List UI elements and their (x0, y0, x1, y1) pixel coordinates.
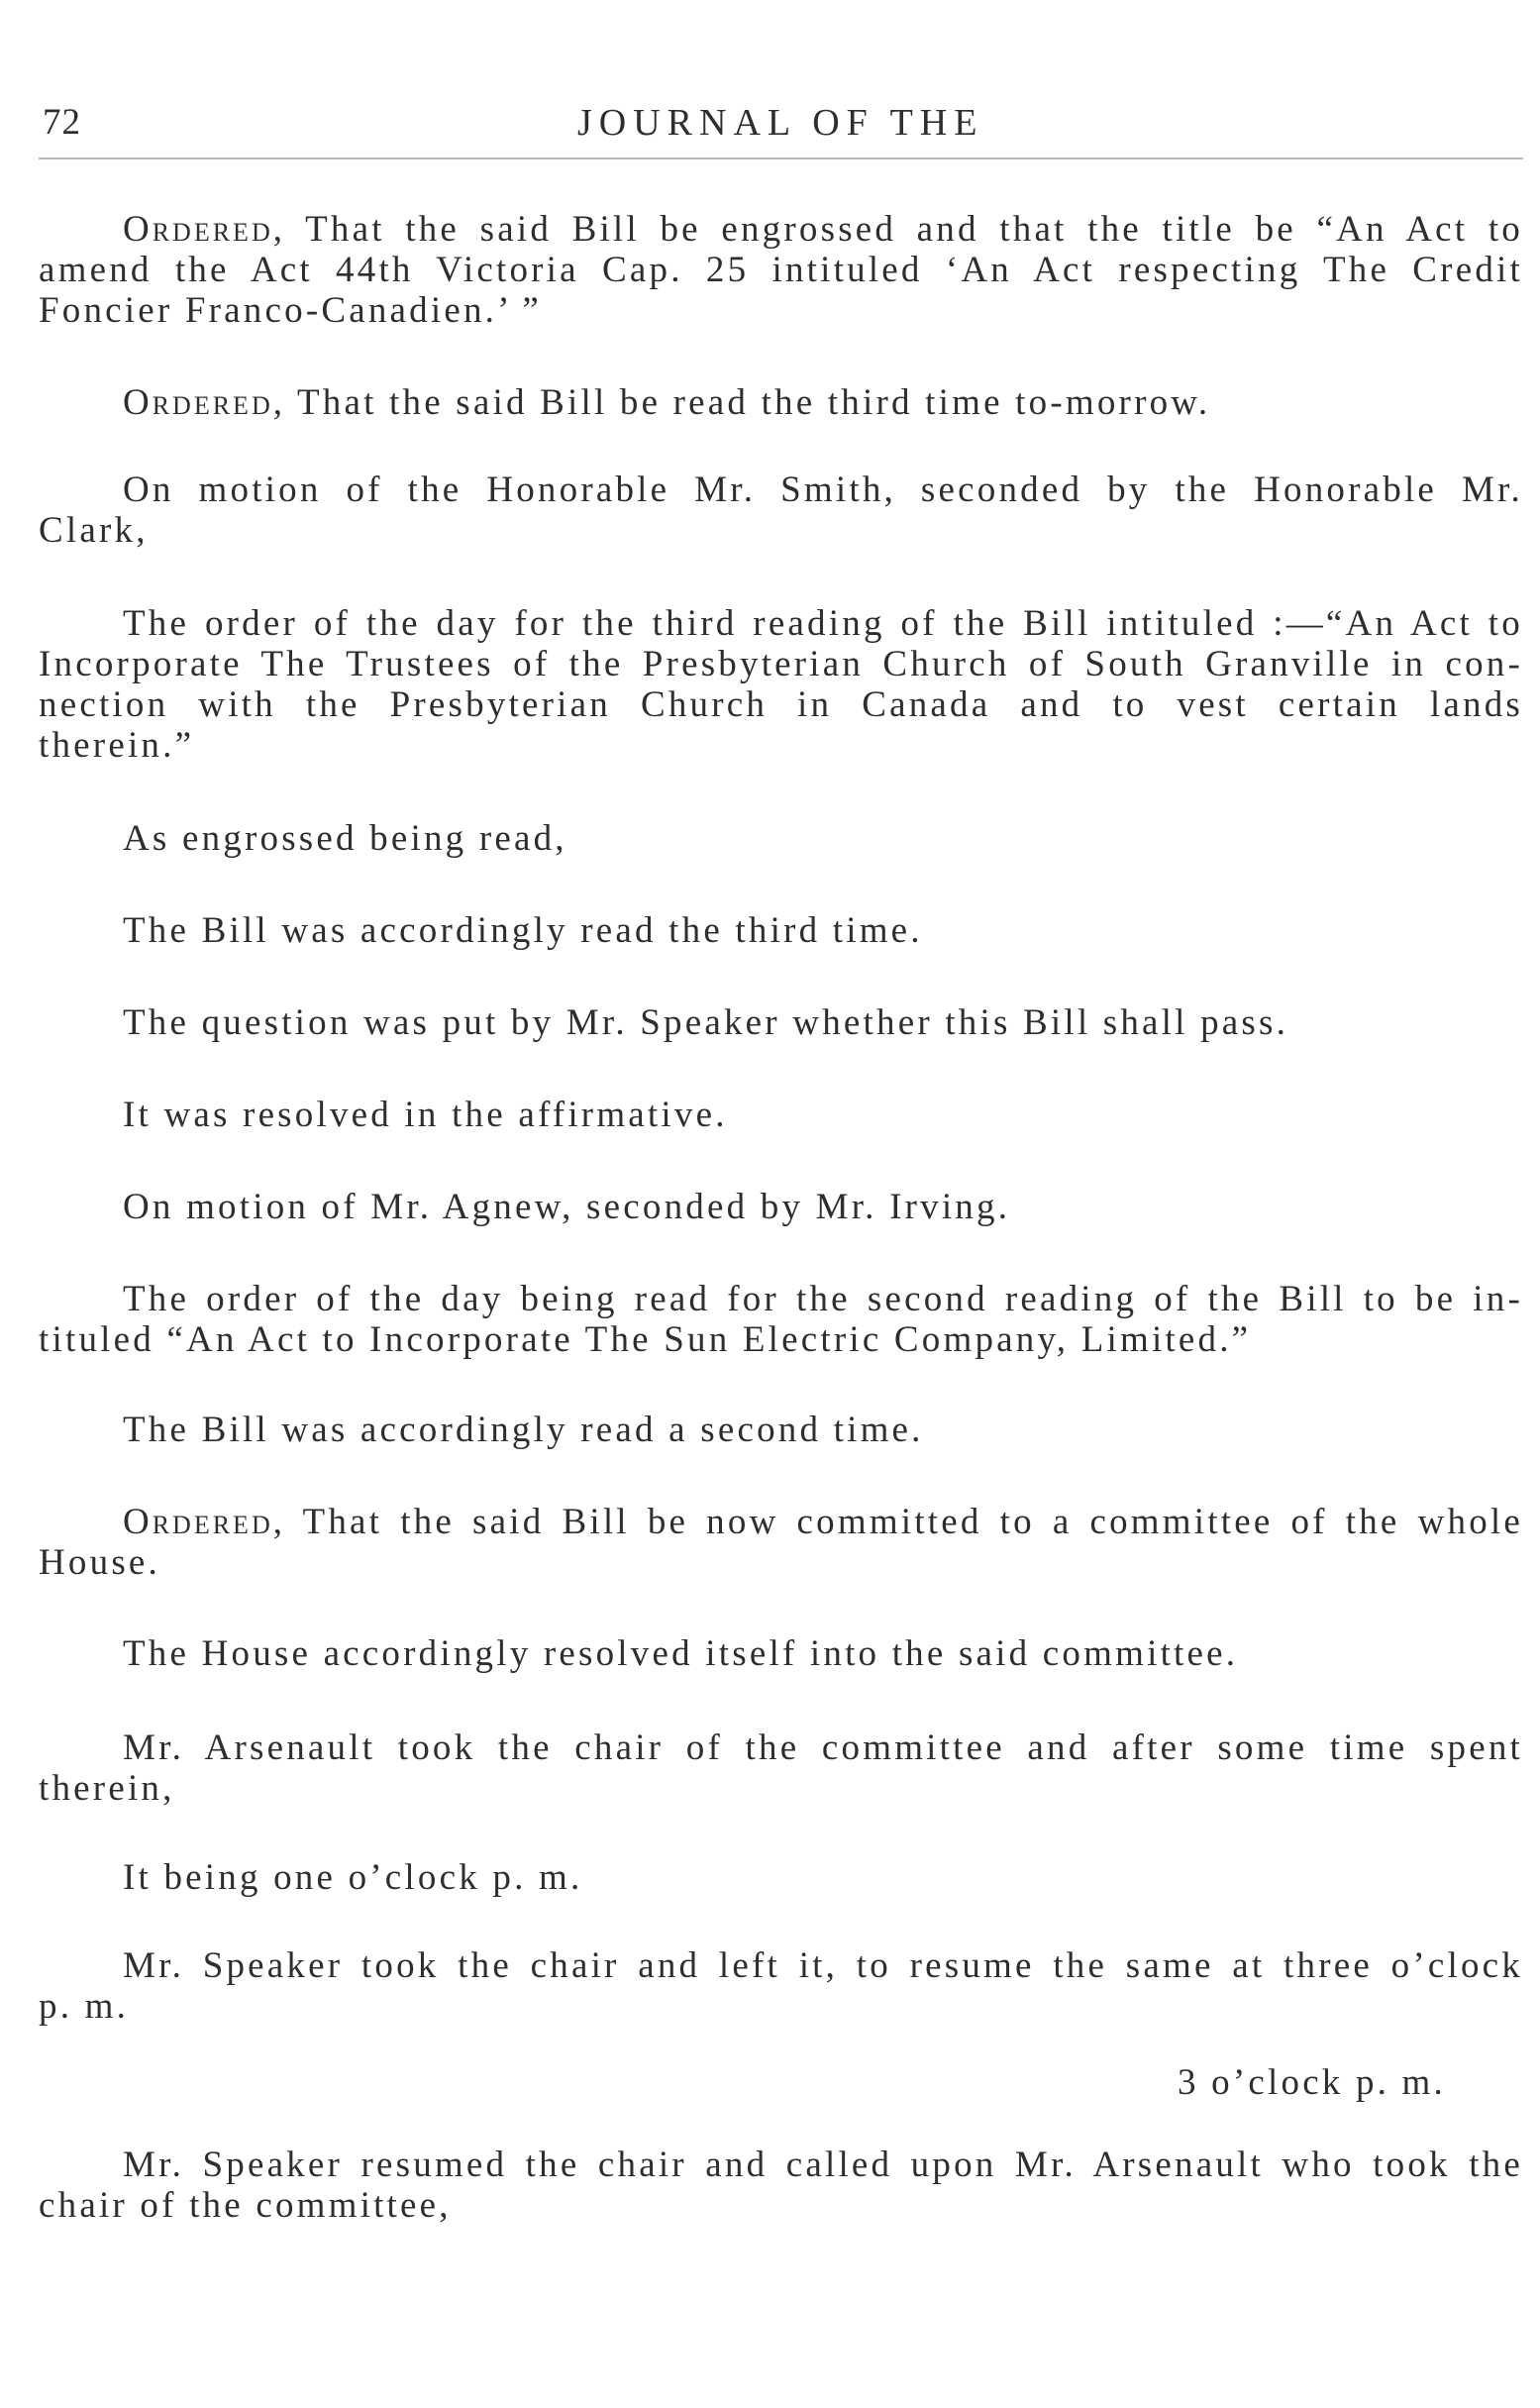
text-line: therein, (39, 1768, 175, 1809)
text-line: The question was put by Mr. Speaker whether this Bill shall pass. (123, 1002, 1289, 1043)
arsenault-chair-paragraph (39, 1727, 1523, 1809)
text-line: It being one o’clock p. m. (123, 1857, 583, 1898)
ordered-engrossed-paragraph (39, 209, 1523, 331)
text-line: Mr. Speaker resumed the chair and called upon Mr. Arsenault who took the (123, 2145, 1523, 2185)
text-line: Clark, (39, 510, 149, 551)
engrossed-read-paragraph (39, 818, 1523, 859)
text-line: amend the Act 44th Victoria Cap. 25 intituled ‘An Act respecting The Credit (39, 250, 1523, 290)
third-time-read-paragraph (39, 910, 1523, 951)
text-line: The House accordingly resolved itself into the said committee. (123, 1633, 1239, 1674)
text-line: Foncier Franco-Canadien.’ ” (39, 290, 542, 331)
speaker-left-chair-paragraph (39, 1945, 1523, 2027)
text-line: On motion of Mr. Agnew, seconded by Mr. Irving. (123, 1187, 1011, 1227)
text-line (39, 209, 1523, 250)
ordered-lead: Ordered (123, 382, 273, 423)
text-line: tituled “An Act to Incorporate The Sun Electric Company, Limited.” (39, 1319, 1252, 1360)
text-line: The Bill was accordingly read a second time. (123, 1410, 924, 1450)
line-text: , That the said Bill be engrossed and that the title be “An Act to (272, 209, 1523, 250)
text-line: Incorporate The Trustees of the Presbyterian Church of South Granville in con- (39, 644, 1523, 684)
third-reading-order-paragraph (39, 603, 1523, 766)
text-line: p. m. (39, 1986, 130, 2027)
text-line: On motion of the Honorable Mr. Smith, seconded by the Honorable Mr. (123, 470, 1523, 510)
text-line: The order of the day being read for the second reading of the Bill to be in- (123, 1279, 1523, 1319)
line-text: , That the said Bill be now committed to a committee of the whole (272, 1502, 1523, 1542)
header-rule (39, 157, 1523, 159)
motion-agnew-irving-paragraph (39, 1187, 1523, 1227)
text-line: therein.” (39, 725, 195, 766)
text-line: House. (39, 1542, 160, 1583)
ordered-committee-paragraph (39, 1502, 1523, 1583)
text-line: The Bill was accordingly read the third time. (123, 910, 923, 951)
second-reading-order-paragraph (39, 1279, 1523, 1360)
text-line (39, 1502, 1523, 1542)
text-line: The order of the day for the third reading of the Bill intituled :—“An Act to (123, 603, 1523, 644)
text-line: chair of the committee, (39, 2185, 452, 2226)
one-oclock-paragraph (39, 1857, 1523, 1898)
page-number: 72 (43, 102, 81, 143)
running-head: JOURNAL OF THE (577, 102, 984, 144)
ordered-third-reading-paragraph (39, 382, 1523, 423)
text-line: It was resolved in the affirmative. (123, 1095, 728, 1135)
text-line: As engrossed being read, (123, 818, 567, 859)
text-line: nection with the Presbyterian Church in Canada and to vest certain lands (39, 684, 1523, 725)
line-text: , That the said Bill be read the third time to-morrow. (272, 382, 1211, 423)
motion-smith-clark-paragraph (39, 470, 1523, 551)
speaker-resumed-paragraph (39, 2145, 1523, 2226)
text-line: Mr. Speaker took the chair and left it, to resume the same at three o’clock (123, 1945, 1523, 1986)
ordered-lead: Ordered (123, 1502, 273, 1542)
time-marker: 3 o’clock p. m. (1178, 2062, 1446, 2103)
ordered-lead: Ordered (123, 209, 273, 250)
text-line: Mr. Arsenault took the chair of the committee and after some time spent (123, 1727, 1523, 1768)
question-put-paragraph (39, 1002, 1523, 1043)
house-resolved-committee-paragraph (39, 1633, 1523, 1674)
resolved-affirmative-paragraph (39, 1095, 1523, 1135)
text-line (39, 382, 1523, 423)
second-time-read-paragraph (39, 1410, 1523, 1450)
